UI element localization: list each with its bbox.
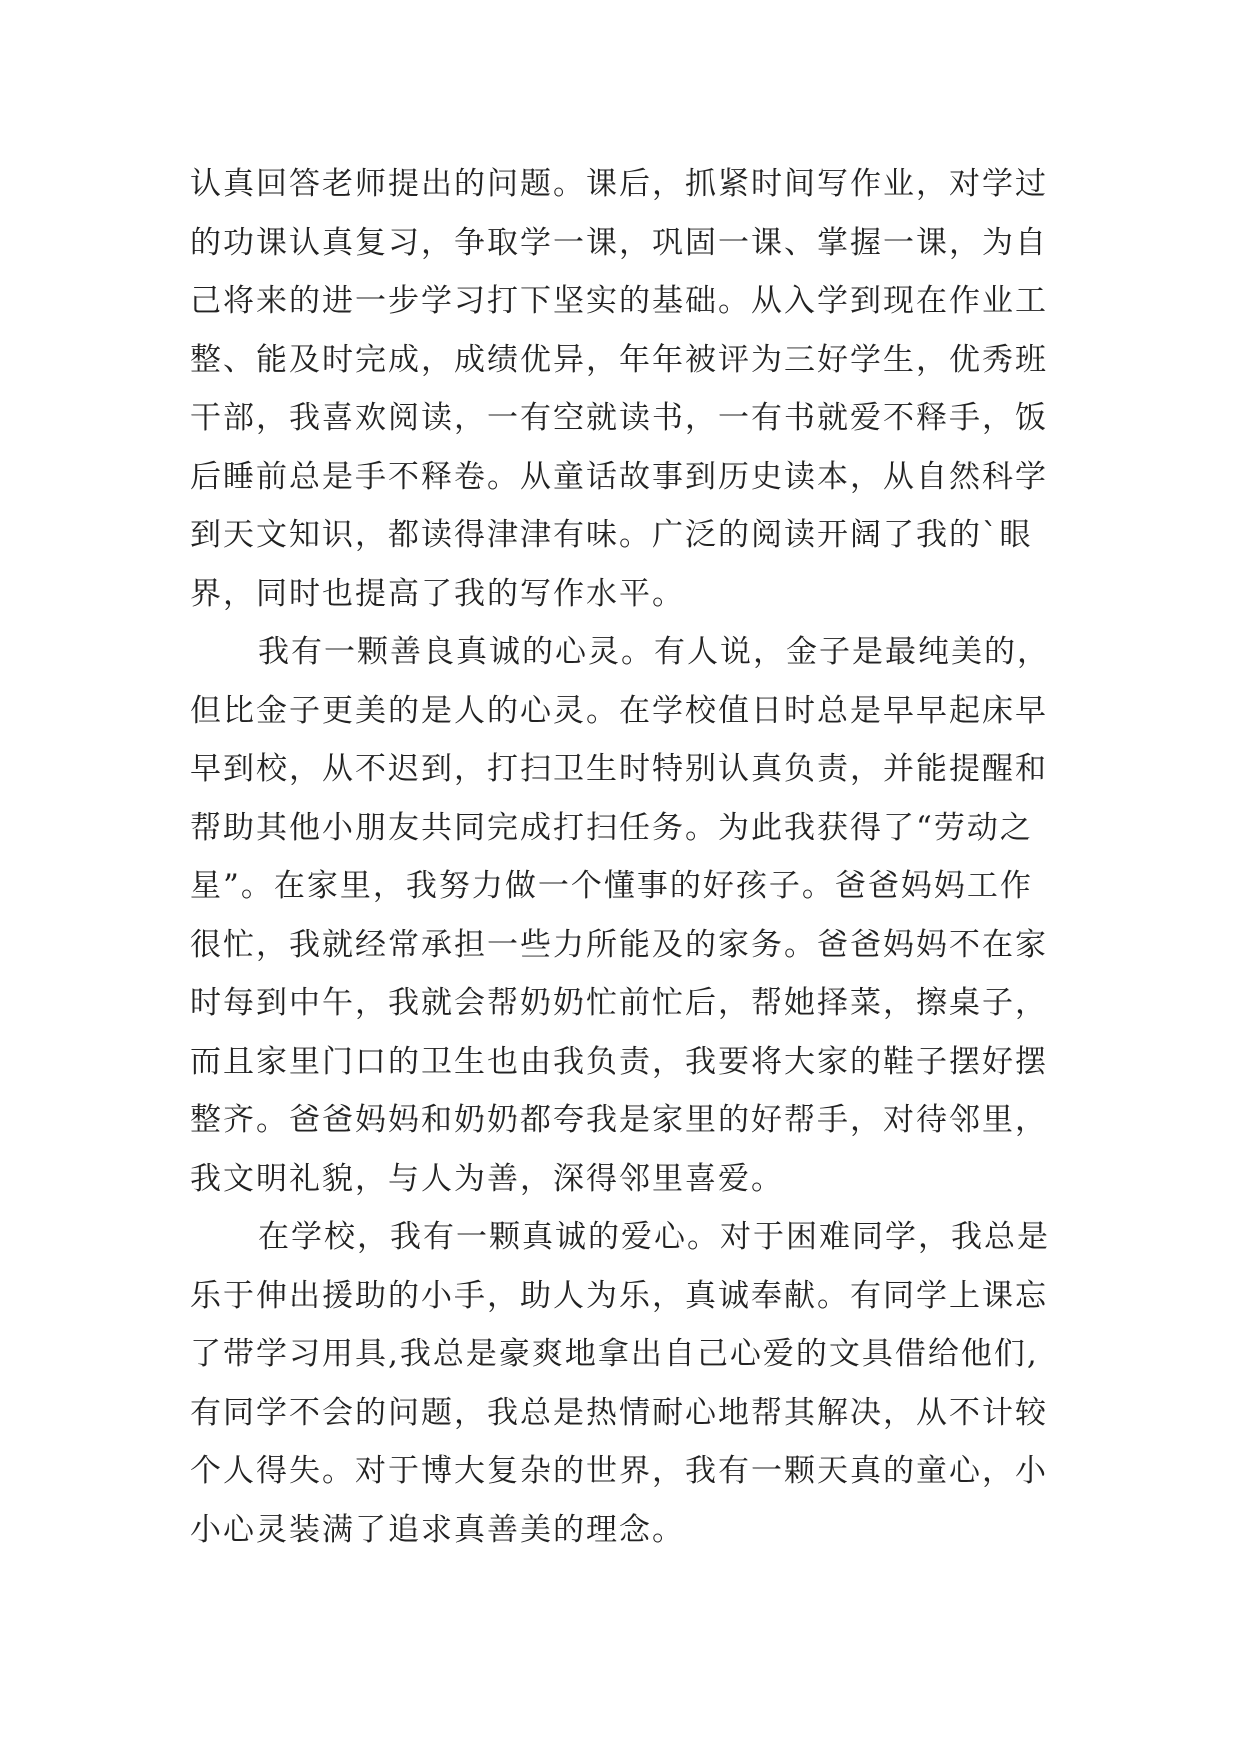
paragraph-1 — [190, 155, 1080, 623]
text-line: 了带学习用具,我总是豪爽地拿出自己心爱的文具借给他们, — [190, 1336, 1039, 1372]
text-line: 乐于伸出援助的小手，助人为乐，真诚奉献。有同学上课忘 — [190, 1277, 1048, 1314]
text-line: 而且家里门口的卫生也由我负责，我要将大家的鞋子摆好摆 — [190, 1043, 1048, 1080]
text-line: 界，同时也提高了我的写作水平。 — [190, 575, 685, 612]
text-line: 很忙，我就经常承担一些力所能及的家务。爸爸妈妈不在家 — [190, 926, 1048, 963]
text-line: 己将来的进一步学习打下坚实的基础。从入学到现在作业工 — [190, 283, 1048, 319]
text-line: 时每到中午，我就会帮奶奶忙前忙后，帮她择菜，擦桌子， — [190, 985, 1048, 1021]
text-line: 但比金子更美的是人的心灵。在学校值日时总是早早起床早 — [190, 692, 1048, 729]
paragraph-3 — [190, 1208, 1080, 1559]
text-line: 早到校，从不迟到，打扫卫生时特别认真负责，并能提醒和 — [190, 751, 1048, 787]
document-body — [190, 155, 1080, 1559]
text-line: 后睡前总是手不释卷。从童话故事到历史读本，从自然科学 — [190, 458, 1048, 495]
text-line: 有同学不会的问题，我总是热情耐心地帮其解决，从不计较 — [190, 1394, 1048, 1431]
text-line: 到天文知识，都读得津津有味。广泛的阅读开阔了我的`眼 — [190, 517, 1033, 553]
paragraph-2 — [190, 623, 1080, 1208]
text-line: 个人得失。对于博大复杂的世界，我有一颗天真的童心，小 — [190, 1453, 1048, 1489]
text-line: 干部，我喜欢阅读，一有空就读书，一有书就爱不释手，饭 — [190, 400, 1048, 436]
text-line: 帮助其他小朋友共同完成打扫任务。为此我获得了“劳动之 — [190, 809, 1033, 846]
text-line: 的功课认真复习，争取学一课，巩固一课、掌握一课，为自 — [190, 224, 1048, 261]
text-line: 认真回答老师提出的问题。课后，抓紧时间写作业，对学过 — [190, 166, 1048, 202]
text-line: 在学校，我有一颗真诚的爱心。对于困难同学，我总是 — [258, 1219, 1050, 1255]
text-line: 星”。在家里，我努力做一个懂事的好孩子。爸爸妈妈工作 — [190, 868, 1033, 904]
text-line: 整齐。爸爸妈妈和奶奶都夸我是家里的好帮手，对待邻里， — [190, 1102, 1048, 1138]
text-line: 我有一颗善良真诚的心灵。有人说，金子是最纯美的， — [258, 634, 1050, 670]
text-line: 我文明礼貌，与人为善，深得邻里喜爱。 — [190, 1160, 784, 1197]
text-line: 整、能及时完成，成绩优异，年年被评为三好学生，优秀班 — [190, 341, 1048, 378]
text-line: 小心灵装满了追求真善美的理念。 — [190, 1511, 685, 1548]
